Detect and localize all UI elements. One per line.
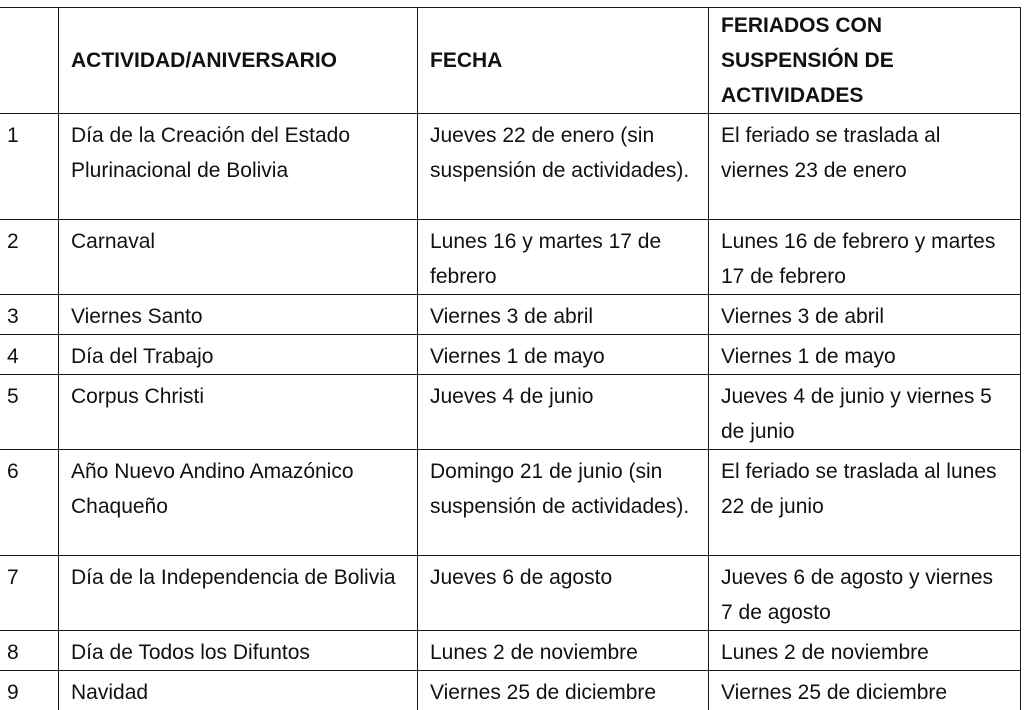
- row-holiday: Viernes 25 de diciembre: [709, 671, 1021, 710]
- row-date: Viernes 3 de abril: [418, 295, 709, 335]
- row-number: 6: [0, 450, 59, 556]
- row-holiday: Viernes 1 de mayo: [709, 335, 1021, 375]
- row-number: 4: [0, 335, 59, 375]
- table-row: [0, 556, 1021, 631]
- row-holiday: Lunes 16 de febrero y martes 17 de febrero: [709, 220, 1021, 295]
- row-activity: Corpus Christi: [59, 375, 418, 450]
- header-date: FECHA: [418, 8, 709, 114]
- row-date: Viernes 25 de diciembre: [418, 671, 709, 710]
- table-row: [0, 114, 1021, 220]
- table-row: [0, 375, 1021, 450]
- holidays-table: [0, 7, 1021, 710]
- row-number: 9: [0, 671, 59, 710]
- row-activity: Carnaval: [59, 220, 418, 295]
- row-holiday: Jueves 4 de junio y viernes 5 de junio: [709, 375, 1021, 450]
- row-holiday: Jueves 6 de agosto y viernes 7 de agosto: [709, 556, 1021, 631]
- row-activity: Viernes Santo: [59, 295, 418, 335]
- row-activity: Día de Todos los Difuntos: [59, 631, 418, 671]
- row-number: 1: [0, 114, 59, 220]
- row-number: 8: [0, 631, 59, 671]
- header-number: [0, 8, 59, 114]
- row-activity: Día de la Creación del Estado Plurinacional de Bolivia: [59, 114, 418, 220]
- row-activity: Día de la Independencia de Bolivia: [59, 556, 418, 631]
- table-row: [0, 220, 1021, 295]
- table-row: [0, 295, 1021, 335]
- row-date: Jueves 22 de enero (sin suspensión de actividades).: [418, 114, 709, 220]
- table-row: [0, 335, 1021, 375]
- table-row: [0, 450, 1021, 556]
- row-activity: Día del Trabajo: [59, 335, 418, 375]
- header-row: [0, 8, 1021, 114]
- row-date: Jueves 6 de agosto: [418, 556, 709, 631]
- row-date: Lunes 2 de noviembre: [418, 631, 709, 671]
- row-number: 2: [0, 220, 59, 295]
- row-activity: Navidad: [59, 671, 418, 710]
- row-number: 5: [0, 375, 59, 450]
- table-row: [0, 631, 1021, 671]
- row-holiday: El feriado se traslada al lunes 22 de junio: [709, 450, 1021, 556]
- row-number: 7: [0, 556, 59, 631]
- header-activity: ACTIVIDAD/ANIVERSARIO: [59, 8, 418, 114]
- row-holiday: Viernes 3 de abril: [709, 295, 1021, 335]
- row-date: Viernes 1 de mayo: [418, 335, 709, 375]
- row-holiday: Lunes 2 de noviembre: [709, 631, 1021, 671]
- header-holiday: FERIADOS CON SUSPENSIÓN DE ACTIVIDADES: [709, 8, 1021, 114]
- row-activity: Año Nuevo Andino Amazónico Chaqueño: [59, 450, 418, 556]
- row-date: Lunes 16 y martes 17 de febrero: [418, 220, 709, 295]
- table-row: [0, 671, 1021, 710]
- row-number: 3: [0, 295, 59, 335]
- row-holiday: El feriado se traslada al viernes 23 de enero: [709, 114, 1021, 220]
- row-date: Jueves 4 de junio: [418, 375, 709, 450]
- row-date: Domingo 21 de junio (sin suspensión de actividades).: [418, 450, 709, 556]
